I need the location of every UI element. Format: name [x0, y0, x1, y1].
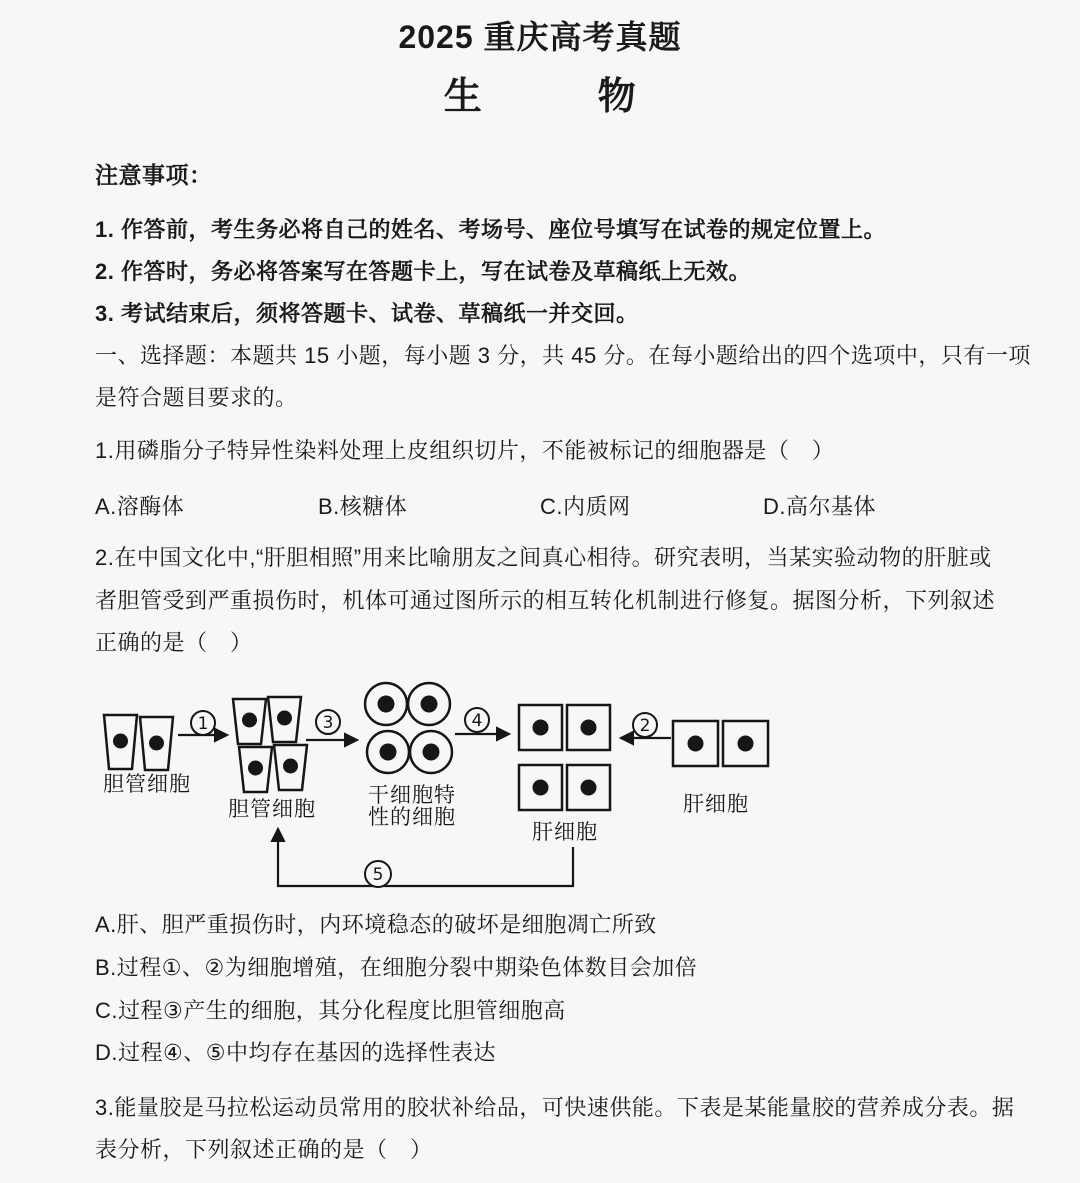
cell-nucleus-dot	[533, 720, 549, 736]
question-3-stem-line-1: 3.能量胶是马拉松运动员常用的胶状补给品，可快速供能。下表是某能量胶的营养成分表。据	[95, 1095, 1015, 1120]
cell-nucleus-dot	[581, 780, 597, 796]
q1-option-c: C.内质网	[540, 494, 631, 519]
cell-nucleus-dot	[533, 780, 549, 796]
subject-title: 生 物	[443, 76, 637, 118]
question-1-stem: 1.用磷脂分子特异性染料处理上皮组织切片，不能被标记的细胞器是（ ）	[95, 438, 835, 463]
arrow-step-2	[621, 713, 671, 738]
liver-cells-group-1	[519, 705, 610, 844]
bile-duct-label-2: 胆管细胞	[228, 798, 316, 821]
paper-title: 2025 重庆高考真题	[398, 19, 682, 55]
arrow-step-3	[306, 710, 357, 740]
liver-cells-group-2	[673, 721, 768, 816]
cell-nucleus-dot	[738, 736, 754, 752]
question-2-stem-line-3: 正确的是（ ）	[95, 630, 253, 655]
instruction-2: 2. 作答时，务必将答案写在答题卡上，写在试卷及草稿纸上无效。	[95, 259, 751, 284]
q1-option-a: A.溶酶体	[95, 494, 185, 519]
stem-like-cells-group	[365, 683, 456, 829]
arrow-step-4	[455, 708, 509, 734]
q1-option-b: B.核糖体	[318, 494, 408, 519]
bile-duct-cells-group-1	[103, 715, 191, 796]
cell-nucleus-dot	[688, 736, 704, 752]
cell-nucleus-dot	[581, 720, 597, 736]
arrow-step-1	[178, 711, 227, 735]
q1-option-d: D.高尔基体	[763, 494, 877, 519]
cell-nucleus-dot	[149, 736, 164, 751]
liver-cell-label-2: 肝细胞	[683, 793, 749, 816]
cell-conversion-diagram	[0, 665, 1080, 900]
svg-text:5: 5	[372, 865, 384, 885]
svg-text:1: 1	[197, 714, 209, 734]
svg-text:2: 2	[639, 716, 651, 736]
question-2-stem-line-2: 者胆管受到严重损伤时，机体可通过图所示的相互转化机制进行修复。据图分析，下列叙述	[95, 588, 996, 613]
instruction-1: 1. 作答前，考生务必将自己的姓名、考场号、座位号填写在试卷的规定位置上。	[95, 217, 886, 242]
q2-option-a: A.肝、胆严重损伤时，内环境稳态的破坏是细胞凋亡所致	[95, 912, 657, 937]
section-intro-line-1: 一、选择题：本题共 15 小题，每小题 3 分，共 45 分。在每小题给出的四个选项中，只有一项	[95, 343, 1031, 368]
question-2-stem-line-1: 2.在中国文化中,“肝胆相照”用来比喻朋友之间真心相待。研究表明，当某实验动物的肝脏或	[95, 545, 992, 570]
arrow-step-5	[278, 829, 573, 887]
cell-nucleus-dot	[113, 734, 128, 749]
question-3-stem-line-2: 表分析，下列叙述正确的是（ ）	[95, 1137, 433, 1162]
q2-option-c: C.过程③产生的细胞，其分化程度比胆管细胞高	[95, 998, 566, 1023]
cell-nucleus-dot	[248, 761, 263, 776]
liver-cell-label-1: 肝细胞	[532, 821, 598, 844]
cell-nucleus-dot	[380, 744, 397, 761]
instruction-3: 3. 考试结束后，须将答题卡、试卷、草稿纸一并交回。	[95, 301, 639, 326]
stem-cell-label-line-1: 干细胞特	[368, 784, 456, 807]
svg-text:4: 4	[471, 711, 483, 731]
stem-cell-label-line-2: 性的细胞	[368, 806, 456, 829]
cell-nucleus-dot	[283, 759, 298, 774]
notice-heading: 注意事项：	[95, 162, 213, 188]
cell-nucleus-dot	[378, 696, 395, 713]
cell-nucleus-dot	[242, 713, 257, 728]
q2-option-d: D.过程④、⑤中均存在基因的选择性表达	[95, 1040, 496, 1065]
q2-option-b: B.过程①、②为细胞增殖，在细胞分裂中期染色体数目会加倍	[95, 955, 698, 980]
cell-nucleus-dot	[423, 744, 440, 761]
bile-duct-cells-group-2	[228, 697, 316, 821]
section-intro-line-2: 是符合题目要求的。	[95, 385, 298, 410]
bile-duct-label-1: 胆管细胞	[103, 773, 191, 796]
cell-nucleus-dot	[277, 711, 292, 726]
svg-text:3: 3	[322, 713, 334, 733]
cell-nucleus-dot	[421, 696, 438, 713]
